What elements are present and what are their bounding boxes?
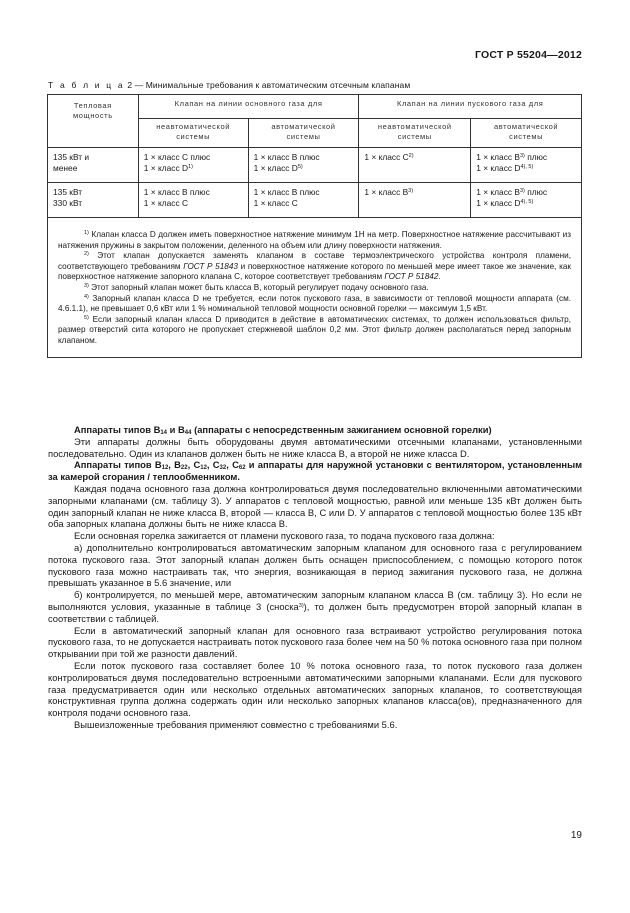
page-number: 19 — [570, 830, 582, 841]
power-line: менее — [53, 162, 78, 173]
paragraph: а) дополнительно контролироваться автоматическим запорным клапаном для основного газа с регулированием потока пускового газа. Этот запорный клапан должен быть оснащен приспособлением, с помощью которого поток пускового газа можно настраивать так, что энергия, возникающая в период зажигания пускового газа, не должна превышать указанное в 5.6 значение, или — [48, 541, 582, 589]
cell-main-nonauto — [138, 183, 248, 218]
table-caption-text: — Минимальные требования к автоматическим отсечным клапанам — [134, 80, 411, 90]
standard-number: ГОСТ Р 55204—2012 — [474, 49, 582, 61]
footnote-1: $^{1)}$ Клапан класса D должен иметь поверхностное натяжение минимум 1Н на метр. Поверхностное натяжение рассчитывают из натяжения пружины в закрытом положении, деленного на объем или длину поверхности натяжения. — [58, 230, 571, 250]
valve-line: 1 × класс $В^{3)}$ плюс — [476, 187, 548, 197]
header-thermal-power: Тепловая мощность — [48, 95, 139, 148]
table-footnotes — [48, 218, 582, 358]
paragraph: Если в автоматический запорный клапан для основного газа встраивают устройство регулирования потока пускового газа, то не допускается настраивать поток пускового газа более чем на 50 % потока основного газа при полном открывании при той же разности давлений. — [48, 624, 582, 660]
header-main-gas-valve: Клапан на линии основного газа для — [138, 95, 359, 119]
table-caption-number: 2 — [127, 80, 133, 90]
table-row — [48, 183, 582, 218]
paragraph: Каждая подача основного газа должна контролироваться двумя последовательно включенными автоматическими запорными клапанами (см. таблицу 3). У аппаратов с тепловой мощностью, равной или меньше 135 кВт должен быть один запорный клапан не ниже класса В, второй — класса В, С или D. У аппаратов с тепловой мощностью более 135 кВт оба запорных клапана должны быть не ниже класса В. — [48, 482, 582, 530]
requirements-table — [47, 94, 582, 358]
valve-line: 1 × класс $D^{1)}$ — [143, 162, 193, 173]
valve-line: 1 × класс $D^{4), 5)}$ — [476, 197, 534, 208]
valve-line: 1 × класс $D^{4), 5)}$ — [476, 162, 534, 173]
cell-main-nonauto — [138, 148, 248, 183]
header-pilot-nonauto: неавтоматической системы — [359, 119, 471, 148]
valve-line: 1 × класс С — [253, 197, 298, 208]
table-caption — [48, 80, 410, 90]
footnote-4: $^{4)}$ Запорный клапан класса D не требуется, если поток пускового газа, в зависимости от тепловой мощности аппарата (см. 4.6.1.1), не превышает 0,6 кВт или 1 % номинальной тепловой мощности основной горелки — максимум 1,5 кВт. — [58, 293, 571, 314]
power-line: 135 кВт и — [53, 152, 90, 162]
header-pilot-auto: автоматической системы — [471, 119, 582, 148]
power-line: 135 кВт — [53, 187, 83, 197]
cell-main-auto — [248, 148, 359, 183]
paragraph: Если основная горелка зажигается от пламени пускового газа, то подача пускового газа должна: — [74, 530, 495, 542]
section-heading-b12-c62: Аппараты типов $В_{12}$, $В_{22}$, $С_{12}$, $С_{32}$, $С_{62}$ и аппараты для наружной установки с вентилятором, установленным за камерой сгорания / теплообменником. — [48, 459, 583, 483]
footnote-3: $^{3)}$ Этот запорный клапан может быть класса В, который регулирует подачу основного газа. — [84, 282, 429, 292]
cell-power — [48, 183, 139, 218]
cell-pilot-nonauto — [359, 183, 471, 218]
valve-line: 1 × класс В плюс — [253, 152, 320, 162]
cell-pilot-auto — [471, 148, 582, 183]
paragraph: б) контролируется, по меньшей мере, автоматическим запорным клапаном класса В (см. таблицу 3). Но если не выполняются условия, указанные в таблице 3 (сноска$^{3)}$), то должен быть предусмотрен второй запорный клапан в соответствии с таблицей. — [48, 589, 583, 624]
valve-line: 1 × класс $С^{2)}$ — [364, 152, 414, 162]
cell-main-auto — [248, 183, 359, 218]
cell-power — [48, 148, 139, 183]
paragraph: Если поток пускового газа составляет более 10 % потока основного газа, то поток пускового газа должен контролироваться двумя последовательно встроенными автоматическими запорными клапанами. Если для пускового газа предусматривается один или несколько отдельных автоматических запорных клапанов, то соответствующая конструктивная группа должна содержать один или несколько запорных клапанов класса(ов), предназначенного для контроля подачи основного газа. — [48, 659, 582, 719]
footnote-5: $^{5)}$ Если запорный клапан класса D приводится в действие в автоматических системах, то должен использоваться фильтр, размер отверстий сита которого не пропускает стержневой шаблон 0,2 мм. Этот фильтр должен располагаться перед запорным клапаном. — [58, 314, 571, 345]
valve-line: 1 × класс В плюс — [253, 187, 320, 197]
header-main-auto: автоматической системы — [248, 119, 359, 148]
power-line: 330 кВт — [53, 197, 83, 208]
valve-line: 1 × класс $В^{3)}$ — [364, 187, 414, 197]
cell-pilot-auto — [471, 183, 582, 218]
valve-line: 1 × класс $В^{3)}$ плюс — [476, 152, 548, 162]
table-row — [48, 148, 582, 183]
section-heading-b14-b44: Аппараты типов $В_{14}$ и $В_{44}$ (аппараты с непосредственным зажиганием основной горелки) — [74, 424, 492, 436]
valve-line: 1 × класс С — [143, 197, 189, 208]
valve-line: 1 × класс С плюс — [143, 152, 211, 162]
valve-line: 1 × класс $D^{5)}$ — [253, 162, 303, 173]
valve-line: 1 × класс В плюс — [143, 187, 210, 197]
header-main-nonauto: неавтоматической системы — [138, 119, 248, 148]
header-pilot-gas-valve: Клапан на линии пускового газа для — [359, 95, 582, 119]
table-caption-label: Т а б л и ц а — [48, 80, 125, 90]
paragraph: Вышеизложенные требования применяют совместно с требованиями 5.6. — [74, 718, 398, 730]
paragraph: Эти аппараты должны быть оборудованы двумя автоматическими отсечными клапанами, установленными последовательно. Один из клапанов должен быть не ниже класса В, а второй не ниже класса D. — [48, 435, 582, 459]
body-text — [48, 424, 582, 731]
footnote-2: $^{2)}$ Этот клапан допускается заменять клапаном в составе термоэлектрического устройства контроля пламени, соответствующего требованиям ГОСТ Р 51843 и поверхностное натяжение которого по меньшей мере имеет такое же значение, как поверхностное натяжение запорного клапана С, которое соответствует требованиям ГОСТ Р 51842. — [58, 251, 571, 282]
cell-pilot-nonauto — [359, 148, 471, 183]
